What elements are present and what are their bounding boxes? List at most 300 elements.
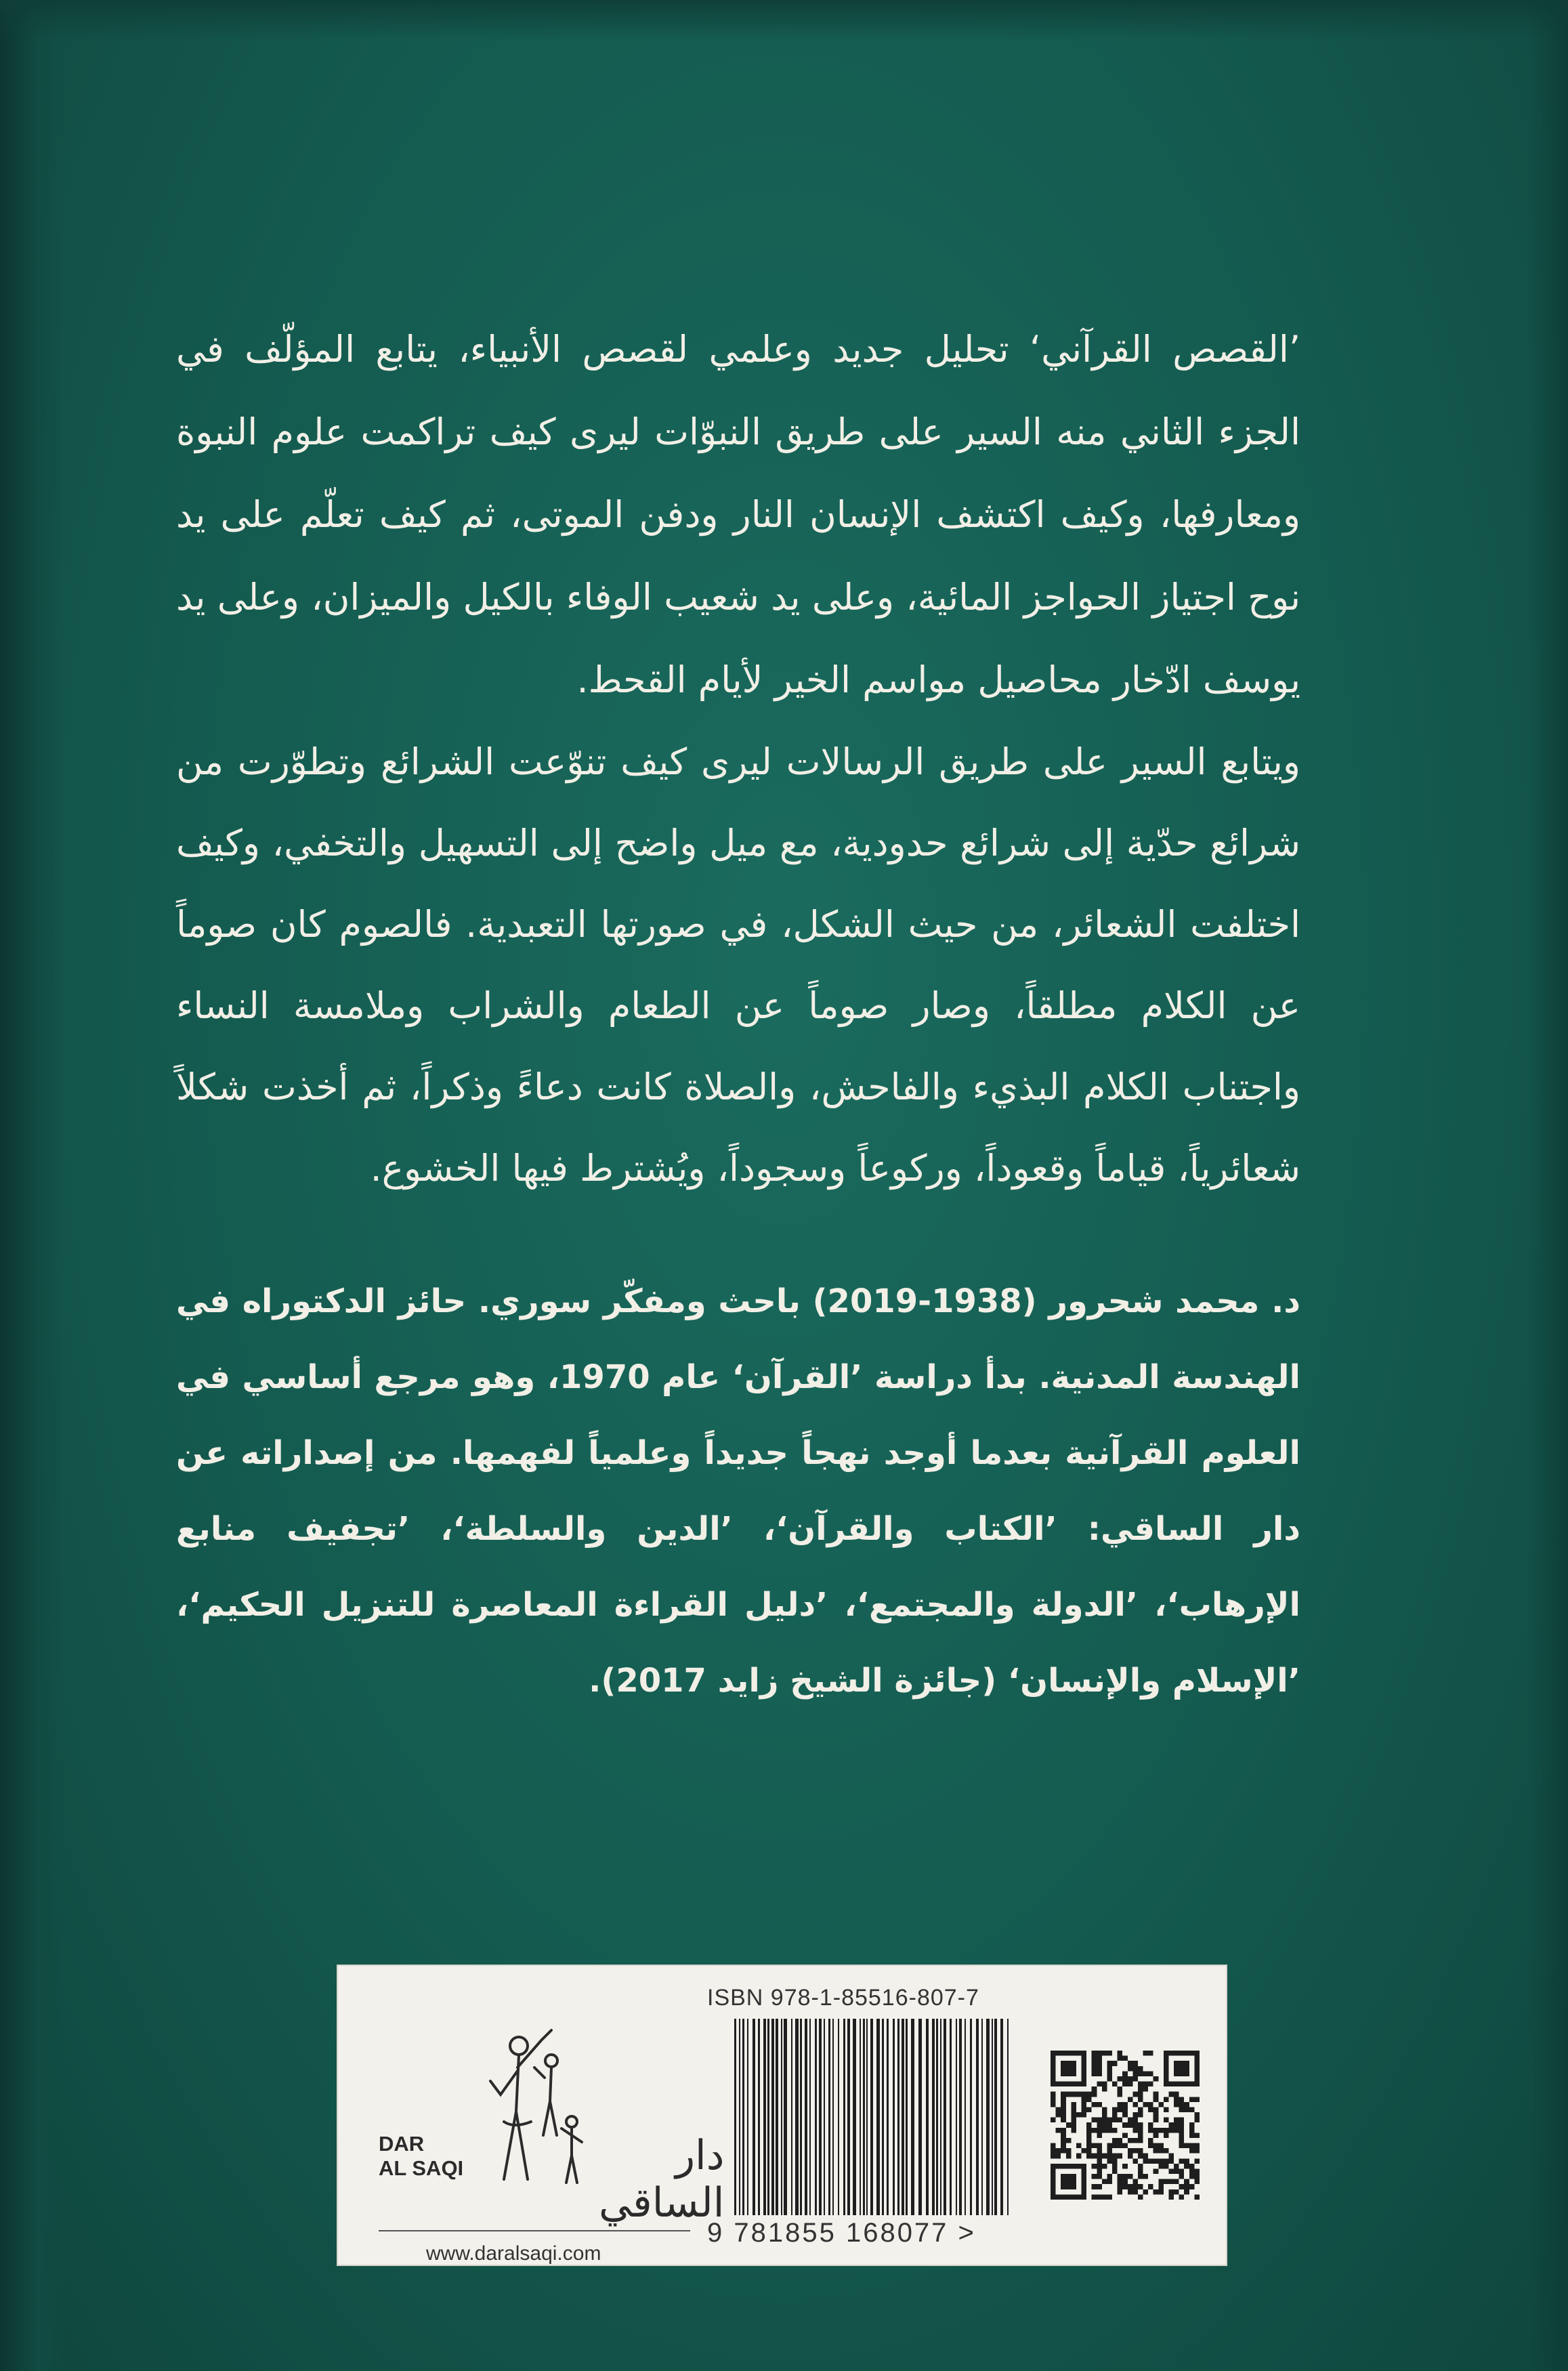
qr-module <box>1194 2066 1200 2072</box>
barcode-bar <box>828 2019 830 2215</box>
qr-module <box>1051 2154 1056 2159</box>
qr-module <box>1174 2118 1179 2123</box>
barcode-bar <box>734 2019 736 2215</box>
qr-module <box>1066 2092 1072 2097</box>
qr-module <box>1148 2143 1153 2149</box>
qr-module <box>1194 2118 1200 2123</box>
qr-module <box>1132 2092 1138 2097</box>
barcode-bar <box>824 2019 825 2215</box>
barcode-bar <box>739 2019 740 2215</box>
qr-module <box>1061 2051 1066 2056</box>
qr-module <box>1132 2189 1138 2195</box>
qr-module <box>1102 2107 1107 2112</box>
qr-module <box>1138 2112 1143 2118</box>
qr-module <box>1066 2071 1072 2076</box>
qr-module <box>1082 2076 1087 2082</box>
barcode-bar <box>902 2019 904 2215</box>
qr-module <box>1164 2061 1169 2066</box>
barcode-bar <box>832 2019 834 2215</box>
qr-module <box>1143 2086 1149 2092</box>
qr-module <box>1102 2051 1107 2056</box>
qr-module <box>1138 2066 1143 2072</box>
qr-module <box>1164 2076 1169 2082</box>
qr-module <box>1051 2179 1056 2185</box>
qr-module <box>1168 2122 1174 2128</box>
barcode-bar <box>976 2019 979 2215</box>
qr-module <box>1128 2184 1133 2189</box>
qr-module <box>1066 2138 1072 2143</box>
qr-module <box>1076 2082 1082 2087</box>
qr-module <box>1061 2179 1066 2185</box>
qr-module <box>1107 2158 1112 2164</box>
qr-module <box>1194 2097 1200 2102</box>
qr-module <box>1086 2133 1092 2138</box>
qr-module <box>1066 2082 1072 2087</box>
qr-module <box>1097 2082 1102 2087</box>
barcode-bar <box>847 2019 850 2215</box>
qr-module <box>1148 2051 1153 2056</box>
qr-module <box>1051 2194 1056 2200</box>
qr-module <box>1056 2154 1061 2159</box>
barcode-bar <box>853 2019 856 2215</box>
qr-module <box>1168 2051 1174 2056</box>
barcode-bar <box>936 2019 938 2215</box>
qr-module <box>1128 2118 1133 2123</box>
qr-module <box>1118 2189 1123 2195</box>
qr-module <box>1122 2071 1128 2076</box>
qr-module <box>1184 2071 1189 2076</box>
qr-module <box>1056 2148 1061 2154</box>
qr-module <box>1097 2066 1102 2072</box>
qr-module <box>1092 2056 1097 2061</box>
qr-module <box>1138 2128 1143 2133</box>
qr-module <box>1132 2179 1138 2185</box>
qr-module <box>1086 2128 1092 2133</box>
qr-module <box>1061 2194 1066 2200</box>
qr-module <box>1071 2118 1076 2123</box>
qr-module <box>1102 2086 1107 2092</box>
qr-module <box>1128 2122 1133 2128</box>
barcode-bar <box>784 2019 787 2215</box>
barcode-bar <box>860 2019 861 2215</box>
qr-module <box>1184 2107 1189 2112</box>
qr-module <box>1066 2164 1072 2169</box>
qr-module <box>1051 2071 1056 2076</box>
qr-module <box>1189 2128 1195 2133</box>
qr-module <box>1158 2143 1164 2149</box>
qr-module <box>1148 2102 1153 2107</box>
barcode-bar <box>767 2019 769 2215</box>
qr-module <box>1189 2051 1195 2056</box>
qr-module <box>1174 2071 1179 2076</box>
qr-module <box>1164 2158 1169 2164</box>
qr-module <box>1122 2164 1128 2169</box>
qr-module <box>1143 2102 1149 2107</box>
barcode-bar <box>838 2019 839 2215</box>
qr-module <box>1071 2102 1076 2107</box>
qr-module <box>1138 2122 1143 2128</box>
qr-module <box>1097 2128 1102 2133</box>
qr-module <box>1158 2179 1164 2185</box>
qr-module <box>1153 2148 1159 2154</box>
qr-module <box>1107 2051 1112 2056</box>
qr-module <box>1122 2082 1128 2087</box>
qr-module <box>1097 2133 1102 2138</box>
qr-module <box>1086 2097 1092 2102</box>
qr-module <box>1132 2112 1138 2118</box>
qr-module <box>1189 2164 1195 2169</box>
qr-module <box>1051 2184 1056 2189</box>
barcode-bar <box>742 2019 744 2215</box>
qr-module <box>1051 2066 1056 2072</box>
qr-module <box>1138 2164 1143 2169</box>
qr-module <box>1082 2164 1087 2169</box>
qr-module <box>1107 2143 1112 2149</box>
qr-module <box>1174 2066 1179 2072</box>
qr-module <box>1179 2194 1185 2200</box>
qr-module <box>1056 2107 1061 2112</box>
qr-module <box>1118 2143 1123 2149</box>
qr-module <box>1174 2102 1179 2107</box>
qr-module <box>1164 2128 1169 2133</box>
qr-module <box>1143 2051 1149 2056</box>
qr-module <box>1132 2138 1138 2143</box>
qr-module <box>1107 2066 1112 2072</box>
qr-module <box>1107 2154 1112 2159</box>
qr-module <box>1076 2194 1082 2200</box>
qr-module <box>1184 2158 1189 2164</box>
qr-module <box>1102 2122 1107 2128</box>
qr-module <box>1082 2066 1087 2072</box>
qr-module <box>1056 2128 1061 2133</box>
qr-module <box>1066 2194 1072 2200</box>
qr-module <box>1097 2122 1102 2128</box>
qr-module <box>1056 2194 1061 2200</box>
qr-module <box>1071 2071 1076 2076</box>
barcode-bar <box>911 2019 914 2215</box>
qr-module <box>1097 2118 1102 2123</box>
qr-module <box>1107 2061 1112 2066</box>
qr-module <box>1174 2051 1179 2056</box>
qr-module <box>1158 2102 1164 2107</box>
qr-module <box>1174 2168 1179 2174</box>
qr-module <box>1118 2179 1123 2185</box>
qr-module <box>1107 2122 1112 2128</box>
qr-module <box>1122 2102 1128 2107</box>
qr-module <box>1148 2184 1153 2189</box>
qr-module <box>1092 2194 1097 2200</box>
qr-module <box>1164 2118 1169 2123</box>
qr-module <box>1143 2174 1149 2179</box>
qr-module <box>1112 2154 1118 2159</box>
qr-module <box>1153 2092 1159 2097</box>
qr-module <box>1076 2143 1082 2149</box>
qr-module <box>1051 2061 1056 2066</box>
qr-module <box>1174 2164 1179 2169</box>
qr-module <box>1097 2102 1102 2107</box>
qr-module <box>1112 2143 1118 2149</box>
qr-module <box>1122 2184 1128 2189</box>
qr-module <box>1086 2107 1092 2112</box>
qr-module <box>1097 2056 1102 2061</box>
qr-module <box>1097 2158 1102 2164</box>
qr-module <box>1189 2107 1195 2112</box>
qr-module <box>1066 2154 1072 2159</box>
qr-module <box>1194 2051 1200 2056</box>
qr-module <box>1184 2066 1189 2072</box>
qr-module <box>1138 2174 1143 2179</box>
qr-module <box>1148 2082 1153 2087</box>
qr-module <box>1128 2174 1133 2179</box>
qr-module <box>1061 2097 1066 2102</box>
qr-module <box>1082 2148 1087 2154</box>
qr-module <box>1168 2128 1174 2133</box>
qr-module <box>1148 2122 1153 2128</box>
qr-module <box>1107 2194 1112 2200</box>
qr-module <box>1066 2174 1072 2179</box>
qr-module <box>1061 2071 1066 2076</box>
qr-module <box>1056 2112 1061 2118</box>
qr-module <box>1194 2179 1200 2185</box>
qr-module <box>1174 2122 1179 2128</box>
qr-module <box>1194 2194 1200 2200</box>
qr-module <box>1086 2154 1092 2159</box>
qr-module <box>1086 2148 1092 2154</box>
qr-module <box>1138 2148 1143 2154</box>
qr-module <box>1122 2143 1128 2149</box>
barcode-bar <box>994 2019 997 2215</box>
qr-module <box>1097 2061 1102 2066</box>
qr-module <box>1051 2118 1056 2123</box>
qr-module <box>1102 2082 1107 2087</box>
qr-module <box>1118 2102 1123 2107</box>
qr-module <box>1051 2143 1056 2149</box>
qr-module <box>1071 2051 1076 2056</box>
barcode-bar <box>809 2019 811 2215</box>
qr-module <box>1082 2179 1087 2185</box>
qr-module <box>1076 2051 1082 2056</box>
qr-module <box>1118 2154 1123 2159</box>
barcode-bar <box>887 2019 889 2215</box>
qr-module <box>1164 2056 1169 2061</box>
qr-module <box>1118 2107 1123 2112</box>
qr-module <box>1097 2071 1102 2076</box>
qr-module <box>1153 2076 1159 2082</box>
qr-module <box>1097 2051 1102 2056</box>
qr-module <box>1153 2097 1159 2102</box>
qr-module <box>1061 2164 1066 2169</box>
qr-module <box>1168 2179 1174 2185</box>
qr-module <box>1061 2128 1066 2133</box>
qr-module <box>1189 2148 1195 2154</box>
qr-module <box>1066 2148 1072 2154</box>
qr-module <box>1107 2076 1112 2082</box>
qr-module <box>1056 2164 1061 2169</box>
qr-module <box>1076 2112 1082 2118</box>
qr-module <box>1061 2138 1066 2143</box>
qr-module <box>1092 2164 1097 2169</box>
qr-module <box>1179 2051 1185 2056</box>
qr-module <box>1122 2122 1128 2128</box>
barcode-bar <box>758 2019 760 2215</box>
qr-module <box>1118 2056 1123 2061</box>
qr-module <box>1189 2122 1195 2128</box>
barcode-bar <box>882 2019 884 2215</box>
qr-module <box>1082 2092 1087 2097</box>
qr-module <box>1184 2179 1189 2185</box>
qr-module <box>1194 2056 1200 2061</box>
qr-module <box>1128 2154 1133 2159</box>
qr-module <box>1092 2061 1097 2066</box>
qr-module <box>1102 2179 1107 2185</box>
barcode-bar <box>876 2019 880 2215</box>
qr-module <box>1189 2174 1195 2179</box>
qr-module <box>1153 2112 1159 2118</box>
qr-module <box>1082 2051 1087 2056</box>
qr-module <box>1148 2071 1153 2076</box>
qr-module <box>1086 2092 1092 2097</box>
qr-module <box>1082 2061 1087 2066</box>
figures-illustration-icon <box>477 2020 592 2189</box>
publisher-logo <box>358 1986 725 2265</box>
qr-module <box>1132 2158 1138 2164</box>
qr-module <box>1158 2148 1164 2154</box>
qr-module <box>1122 2112 1128 2118</box>
qr-module <box>1158 2189 1164 2195</box>
barcode-bar <box>776 2019 778 2215</box>
qr-module <box>1128 2076 1133 2082</box>
qr-module <box>1071 2179 1076 2185</box>
qr-module <box>1061 2118 1066 2123</box>
qr-module <box>1076 2092 1082 2097</box>
qr-module <box>1132 2102 1138 2107</box>
qr-module <box>1132 2076 1138 2082</box>
barcode-icon <box>734 2019 1015 2215</box>
qr-module <box>1184 2102 1189 2107</box>
barcode-bar <box>950 2019 952 2215</box>
qr-module <box>1071 2112 1076 2118</box>
barcode-bar <box>918 2019 922 2215</box>
qr-module <box>1128 2148 1133 2154</box>
qr-module <box>1174 2128 1179 2133</box>
qr-module <box>1051 2092 1056 2097</box>
qr-module <box>1051 2164 1056 2169</box>
qr-module <box>1174 2061 1179 2066</box>
qr-module <box>1092 2092 1097 2097</box>
qr-module <box>1184 2051 1189 2056</box>
qr-module <box>1179 2118 1185 2123</box>
right-shadow <box>1527 0 1568 2371</box>
qr-module <box>1122 2179 1128 2185</box>
qr-module <box>1153 2158 1159 2164</box>
barcode-bar <box>781 2019 782 2215</box>
qr-code-icon <box>1051 2051 1200 2200</box>
qr-module <box>1164 2107 1169 2112</box>
qr-module <box>1056 2051 1061 2056</box>
barcode-bar <box>893 2019 895 2215</box>
qr-module <box>1051 2051 1056 2056</box>
qr-module <box>1092 2154 1097 2159</box>
qr-module <box>1071 2164 1076 2169</box>
qr-module <box>1138 2133 1143 2138</box>
top-shadow <box>0 0 1568 41</box>
qr-module <box>1097 2164 1102 2169</box>
qr-module <box>1051 2056 1056 2061</box>
qr-module <box>1179 2122 1185 2128</box>
qr-module <box>1174 2179 1179 2185</box>
qr-module <box>1138 2107 1143 2112</box>
isbn-number: ISBN 978-1-85516-807-7 <box>707 1985 979 2011</box>
qr-module <box>1112 2082 1118 2087</box>
website-divider <box>379 2230 690 2231</box>
qr-module <box>1179 2158 1185 2164</box>
qr-module <box>1179 2102 1185 2107</box>
qr-module <box>1179 2071 1185 2076</box>
qr-module <box>1122 2056 1128 2061</box>
qr-module <box>1194 2112 1200 2118</box>
qr-module <box>1158 2184 1164 2189</box>
qr-module <box>1071 2082 1076 2087</box>
qr-module <box>1097 2184 1102 2189</box>
qr-module <box>1132 2061 1138 2066</box>
qr-module <box>1066 2061 1072 2066</box>
qr-module <box>1082 2194 1087 2200</box>
barcode-bar <box>940 2019 941 2215</box>
publisher-name-line-2: AL SAQI <box>379 2156 464 2180</box>
qr-module <box>1138 2082 1143 2087</box>
qr-module <box>1174 2092 1179 2097</box>
barcode-bar <box>959 2019 962 2215</box>
qr-module <box>1174 2097 1179 2102</box>
qr-module <box>1143 2158 1149 2164</box>
qr-module <box>1194 2174 1200 2179</box>
qr-module <box>1066 2122 1072 2128</box>
barcode-bar <box>747 2019 748 2215</box>
qr-module <box>1112 2118 1118 2123</box>
qr-module <box>1061 2082 1066 2087</box>
qr-module <box>1189 2143 1195 2149</box>
barcode-bar <box>771 2019 774 2215</box>
qr-module <box>1168 2189 1174 2195</box>
qr-module <box>1164 2071 1169 2076</box>
qr-module <box>1168 2082 1174 2087</box>
barcode-bar <box>819 2019 822 2215</box>
qr-module <box>1102 2128 1107 2133</box>
qr-module <box>1184 2082 1189 2087</box>
qr-module <box>1164 2097 1169 2102</box>
qr-module <box>1107 2148 1112 2154</box>
qr-module <box>1092 2071 1097 2076</box>
qr-module <box>1112 2158 1118 2164</box>
qr-module <box>1194 2168 1200 2174</box>
qr-module <box>1082 2107 1087 2112</box>
qr-module <box>1066 2179 1072 2185</box>
qr-module <box>1061 2184 1066 2189</box>
qr-module <box>1184 2164 1189 2169</box>
qr-module <box>1118 2184 1123 2189</box>
isbn-label <box>337 1965 1227 2266</box>
qr-module <box>1184 2061 1189 2066</box>
barcode-bar <box>956 2019 957 2215</box>
blurb-paragraph-2: ويتابع السير على طريق الرسالات ليرى كيف تنوّعت الشرائع وتطوّرت من شرائع حدّية إلى شرائع حدودية، مع ميل واضح إلى التسهيل والتخفي، وكيف اختلفت الشعائر، من حيث الشكل، في صورتها التعبدية. فالصوم كان صوماً عن الكلام مطلقاً، وصار صوماً عن الطعام والشراب وملامسة النساء واجتناب الكلام البذيء والفاحش، والصلاة كانت دعاءً وذكراً، ثم أخذت شكلاً شعائرياً، قياماً وقعوداً، وركوعاً وسجوداً، ويُشترط فيها الخشوع. <box>176 740 1300 1190</box>
qr-module <box>1082 2097 1087 2102</box>
barcode-bar <box>843 2019 845 2215</box>
qr-module <box>1194 2076 1200 2082</box>
qr-module <box>1102 2118 1107 2123</box>
qr-module <box>1184 2189 1189 2195</box>
qr-module <box>1071 2184 1076 2189</box>
qr-module <box>1132 2128 1138 2133</box>
